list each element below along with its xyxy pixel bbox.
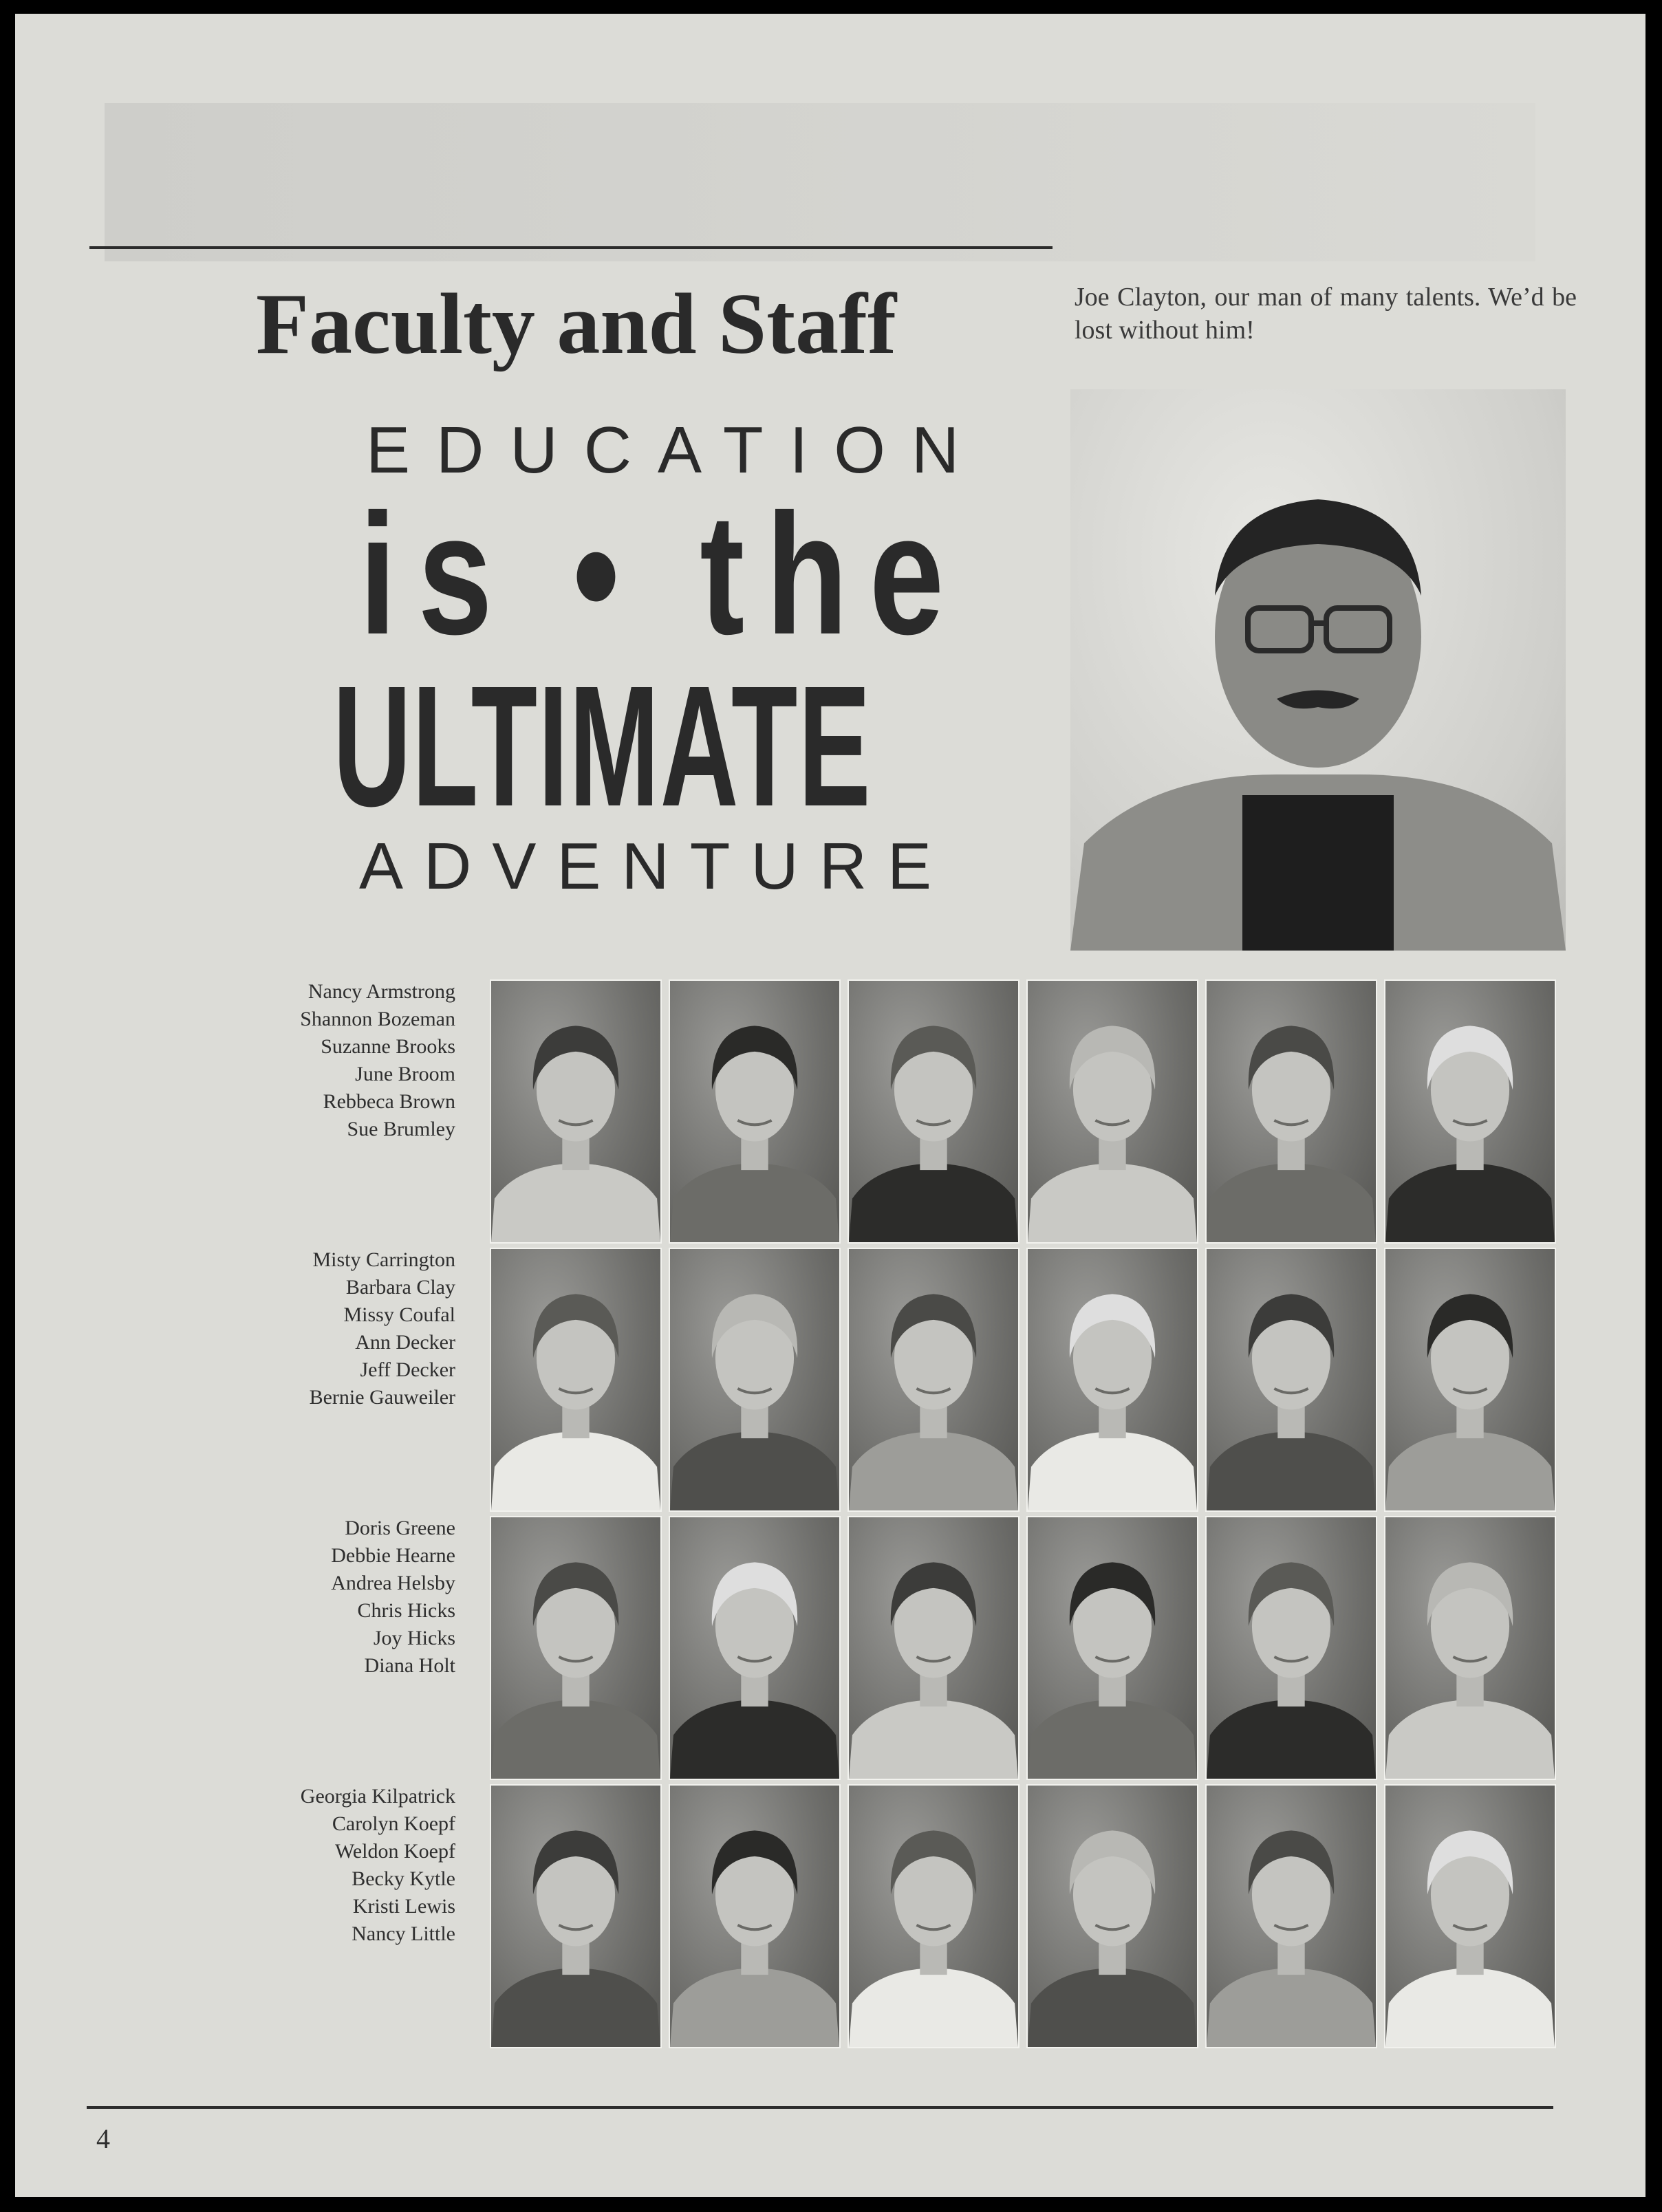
name-label: Diana Holt bbox=[364, 1654, 455, 1677]
name-label: Joy Hicks bbox=[373, 1627, 455, 1649]
portrait-photo bbox=[490, 1784, 662, 2048]
portrait-photo bbox=[1026, 979, 1198, 1244]
name-label: Weldon Koepf bbox=[334, 1840, 455, 1863]
portrait-photo bbox=[848, 1248, 1019, 1512]
portrait-photo bbox=[1026, 1248, 1198, 1512]
name-label: Carolyn Koepf bbox=[332, 1812, 455, 1835]
name-label: Shannon Bozeman bbox=[300, 1008, 455, 1030]
names-row-2 bbox=[208, 1246, 455, 1411]
portrait-photo bbox=[848, 1784, 1019, 2048]
slogan-line-2: is • the bbox=[359, 478, 966, 670]
portrait-photo bbox=[848, 979, 1019, 1244]
portrait-photo bbox=[1205, 1516, 1377, 1780]
name-label: Sue Brumley bbox=[347, 1118, 455, 1140]
name-label: Nancy Armstrong bbox=[307, 980, 455, 1003]
portrait-photo bbox=[1205, 979, 1377, 1244]
yearbook-page bbox=[15, 14, 1645, 2197]
portrait-photo bbox=[1205, 1248, 1377, 1512]
portrait-photo bbox=[1384, 979, 1556, 1244]
portrait-photo bbox=[1026, 1784, 1198, 2048]
name-label: Georgia Kilpatrick bbox=[300, 1785, 455, 1808]
portrait-photo bbox=[1026, 1516, 1198, 1780]
portrait-photo bbox=[1205, 1784, 1377, 2048]
portrait-photo bbox=[669, 1248, 841, 1512]
name-label: Chris Hicks bbox=[357, 1599, 455, 1622]
feature-caption: Joe Clayton, our man of many talents. We’d be lost without him! bbox=[1075, 283, 1577, 345]
name-label: Rebbeca Brown bbox=[323, 1090, 455, 1113]
top-rule bbox=[89, 246, 1053, 249]
page-title: Faculty and Staff bbox=[256, 276, 897, 372]
portrait-photo bbox=[490, 979, 662, 1244]
name-label: Debbie Hearne bbox=[331, 1544, 455, 1567]
portrait-photo bbox=[848, 1516, 1019, 1780]
name-label: Andrea Helsby bbox=[331, 1572, 455, 1594]
name-label: Missy Coufal bbox=[343, 1303, 455, 1326]
name-label: Jeff Decker bbox=[360, 1358, 455, 1381]
feature-portrait-photo bbox=[1070, 389, 1566, 951]
names-row-3 bbox=[208, 1515, 455, 1680]
name-label: Becky Kytle bbox=[352, 1867, 455, 1890]
bottom-rule bbox=[87, 2106, 1553, 2109]
portrait-photo bbox=[490, 1248, 662, 1512]
portrait-photo bbox=[1384, 1516, 1556, 1780]
name-label: Kristi Lewis bbox=[352, 1895, 455, 1918]
portrait-photo bbox=[1384, 1784, 1556, 2048]
name-label: Barbara Clay bbox=[345, 1276, 455, 1299]
portrait-grid bbox=[490, 979, 1555, 2080]
name-label: Ann Decker bbox=[355, 1331, 455, 1354]
portrait-photo bbox=[1384, 1248, 1556, 1512]
name-label: Suzanne Brooks bbox=[321, 1035, 455, 1058]
name-label: Nancy Little bbox=[352, 1922, 455, 1945]
portrait-photo bbox=[669, 1516, 841, 1780]
slogan-line-4: ADVENTURE bbox=[359, 830, 953, 903]
slogan-line-1: EDUCATION bbox=[366, 413, 986, 487]
portrait-photo bbox=[669, 1784, 841, 2048]
name-label: Misty Carrington bbox=[312, 1248, 455, 1271]
slogan-line-3: ULTIMATE bbox=[333, 650, 872, 842]
names-row-1 bbox=[208, 978, 455, 1143]
name-label: Bernie Gauweiler bbox=[309, 1386, 455, 1409]
portrait-photo bbox=[490, 1516, 662, 1780]
name-label: Doris Greene bbox=[345, 1517, 455, 1539]
names-row-4 bbox=[208, 1783, 455, 1948]
page-number: 4 bbox=[96, 2123, 110, 2154]
bleed-through-background bbox=[105, 103, 1535, 261]
name-label: June Broom bbox=[355, 1063, 455, 1085]
portrait-photo bbox=[669, 979, 841, 1244]
